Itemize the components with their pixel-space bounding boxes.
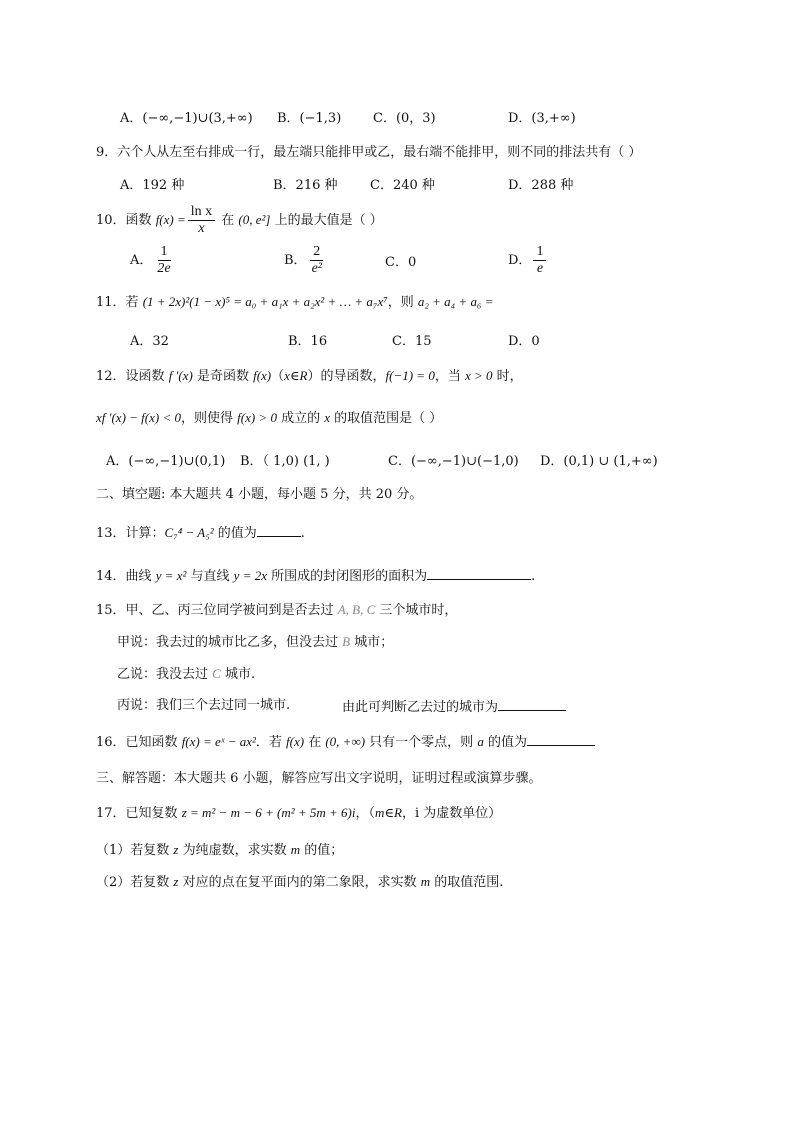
q15-line4 xyxy=(117,696,290,716)
q15-yi-suffix: 城市. xyxy=(220,667,256,682)
q10-function: f(x) = xyxy=(155,212,186,227)
q12-variable: x xyxy=(324,410,330,425)
q14-curve: y = x² xyxy=(155,568,187,583)
q9-option-d: D．288 种 xyxy=(508,178,574,193)
q13-prefix: 13．计算： xyxy=(96,526,165,541)
q12-prefix: 12．设函数 xyxy=(96,369,169,384)
q12-inequality: xf ′(x) − f(x) < 0 xyxy=(96,410,181,425)
q12-positive: f(x) > 0 xyxy=(237,410,277,425)
q8-option-c: C．(0，3) xyxy=(373,111,436,126)
q14-mid: 与直线 xyxy=(186,569,234,584)
q15-yi-city: C xyxy=(212,666,221,681)
q13: 13．计算：C₇⁴ − A₅² 的值为 . xyxy=(96,522,305,544)
q15-line3 xyxy=(117,664,255,685)
q12-function: f(x) xyxy=(253,368,272,383)
q12-condition: f(−1) = 0 xyxy=(385,368,435,383)
q8-option-d: D．(3,+∞) xyxy=(508,111,576,126)
q11-stem xyxy=(96,292,494,313)
q12-text-3: ）的导函数， xyxy=(307,369,386,384)
q12-text-4: ，当 xyxy=(434,369,465,384)
q10-option-c: C．0 xyxy=(385,255,417,270)
q10-d-num: 1 xyxy=(533,244,546,261)
q16-answer-blank[interactable] xyxy=(527,731,595,746)
q12-text-8: 的取值范围是（ ） xyxy=(330,411,443,426)
q10-suffix: 上的最大值是（ ） xyxy=(270,213,383,228)
q9-option-c: C．240 种 xyxy=(370,178,435,193)
q10-option-b-frac xyxy=(309,244,325,277)
q10-option-a xyxy=(130,243,176,279)
q17-p1-m: m xyxy=(290,842,301,857)
q12-option-a: A．(−∞,−1)∪(0,1) xyxy=(106,454,226,469)
q12-option-c: C．(−∞,−1)∪(−1,0) xyxy=(388,454,519,469)
q12-text-7: 成立的 xyxy=(276,411,325,426)
q15-jia-suffix: 城市； xyxy=(350,635,394,650)
q10-option-a-label: A． xyxy=(130,253,153,268)
q12-text-5: 时， xyxy=(492,369,523,384)
q14: 14．曲线 y = x² 与直线 y = 2x 所围成的封闭图形的面积为 . xyxy=(96,565,535,587)
q11-prefix: 11．若 xyxy=(96,295,143,310)
q10-option-d-label: D． xyxy=(508,253,532,268)
q16-interval: (0, +∞) xyxy=(325,734,366,749)
q12-option-b: B．（ 1,0) (1, ) xyxy=(240,454,330,469)
q8-option-b: B．(−1,3) xyxy=(277,111,342,126)
q10-b-den: e² xyxy=(311,261,322,276)
q10-option-b xyxy=(284,243,327,279)
q17-prefix: 17．已知复数 xyxy=(96,806,182,821)
q15-prefix: 15．甲、乙、丙三位同学被问到是否去过 xyxy=(96,603,338,618)
q12-condition-2: x > 0 xyxy=(464,368,493,383)
q10-stem xyxy=(96,202,383,239)
q12-text-2: （ xyxy=(271,369,285,384)
q8-option-a: A．(−∞,−1)∪(3,+∞) xyxy=(120,111,253,126)
q13-expression: C₇⁴ − A₅² xyxy=(164,525,214,540)
q10-prefix: 10．函数 xyxy=(96,213,156,228)
q17-condition: m∈R xyxy=(375,805,402,820)
q16-prefix: 16．已知函数 xyxy=(96,735,182,750)
q14-suffix: 所围成的封闭图形的面积为 xyxy=(266,569,428,584)
q15-line2 xyxy=(117,632,393,653)
q17-p2-z: z xyxy=(173,874,179,889)
q10-fraction xyxy=(188,204,215,237)
q17-p2-prefix: （2）若复数 xyxy=(96,875,174,890)
q17-p2-m: m xyxy=(420,874,431,889)
q12-option-d: D．(0,1) ∪ (1,+∞) xyxy=(540,454,658,469)
q10-option-d xyxy=(508,243,548,279)
q17-complex: z = m² − m − 6 + (m² + 5m + 6)i xyxy=(181,805,356,820)
q10-frac-den: x xyxy=(198,221,205,236)
q17-mid: ，（ xyxy=(355,806,376,821)
q15-ask: 由此可判断乙去过的城市为 xyxy=(342,700,499,715)
q11-mid: ，则 xyxy=(387,295,418,310)
q16 xyxy=(96,731,595,753)
q12-text-6: ，则使得 xyxy=(181,411,238,426)
q15-line1 xyxy=(96,600,457,621)
q17-p1-mid: 为纯虚数，求实数 xyxy=(178,843,291,858)
q13-suffix: 的值为 xyxy=(213,526,257,541)
q16-mid2: 在 xyxy=(304,735,326,750)
q9-stem: 9．六个人从左至右排成一行，最左端只能排甲或乙，最右端不能排甲，则不同的排法共有（ ） xyxy=(96,145,642,160)
q12-line2 xyxy=(96,408,442,429)
q16-suffix: 的值为 xyxy=(483,735,527,750)
q15-cities: A, B, C xyxy=(337,602,376,617)
q15-jia-prefix: 甲说：我去过的城市比乙多，但没去过 xyxy=(117,635,343,650)
section-3-heading: 三、解答题：本大题共 6 小题，解答应写出文字说明，证明过程或演算步骤。 xyxy=(96,771,542,786)
q12-text-1: 是奇函数 xyxy=(192,369,254,384)
section-2-heading: 二、填空题: 本大题共 4 小题，每小题 5 分，共 20 分。 xyxy=(96,487,423,502)
q14-answer-blank[interactable] xyxy=(427,565,531,580)
q10-mid: 在 xyxy=(217,213,239,228)
q17-p1-suffix: 的值； xyxy=(300,843,344,858)
q17-suffix: ，i 为虚数单位） xyxy=(401,806,502,821)
q16-function: f(x) = eˣ − ax² xyxy=(181,734,256,749)
q14-prefix: 14．曲线 xyxy=(96,569,156,584)
q15-suffix: 三个城市时， xyxy=(375,603,458,618)
q12-domain: x∈R xyxy=(284,368,308,383)
q11-option-d: D．0 xyxy=(508,334,540,349)
q16-mid: ．若 xyxy=(255,735,287,750)
q17-stem xyxy=(96,803,501,824)
q16-f: f(x) xyxy=(286,734,305,749)
q17-p2-suffix: 的取值范围. xyxy=(430,875,504,890)
q11-option-b: B．16 xyxy=(288,334,328,349)
q15-answer-blank[interactable] xyxy=(498,696,566,711)
q17-part2 xyxy=(96,872,503,893)
q10-interval: (0, e²] xyxy=(238,212,271,227)
q9-option-b: B．216 种 xyxy=(273,178,338,193)
q10-option-a-frac xyxy=(154,244,173,277)
q11-option-c: C．15 xyxy=(392,334,432,349)
q10-option-d-frac xyxy=(533,244,546,277)
q17-p1-z: z xyxy=(173,842,179,857)
q12-derivative: f ′(x) xyxy=(168,368,193,383)
q11-option-a: A．32 xyxy=(130,334,169,349)
q10-d-den: e xyxy=(536,261,544,276)
q12-line1 xyxy=(96,366,523,387)
q10-a-den: 2e xyxy=(157,261,171,276)
q11-expression: (1 + 2x)²(1 − x)⁵ = a₀ + a₁x + a₂x² + … + a₇x⁷ xyxy=(142,294,388,309)
q17-p1-prefix: （1）若复数 xyxy=(96,843,174,858)
q16-a: a xyxy=(477,734,484,749)
q14-line: y = 2x xyxy=(233,568,267,583)
q11-ask: a₂ + a₄ + a₆ = xyxy=(417,294,494,309)
q15-question xyxy=(342,696,566,718)
q15-jia-city: B xyxy=(342,634,351,649)
q17-part1 xyxy=(96,840,343,861)
q10-a-num: 1 xyxy=(158,244,171,261)
q15-bing-statement: 丙说：我们三个去过同一城市. xyxy=(117,698,291,713)
q10-option-b-label: B． xyxy=(284,253,307,268)
q17-p2-mid: 对应的点在复平面内的第二象限，求实数 xyxy=(178,875,421,890)
q9-option-a: A．192 种 xyxy=(120,178,185,193)
q15-yi-prefix: 乙说：我没去过 xyxy=(117,667,213,682)
q16-mid3: 只有一个零点，则 xyxy=(365,735,478,750)
q13-answer-blank[interactable] xyxy=(257,522,301,537)
q10-frac-num: ln x xyxy=(188,204,215,221)
q10-b-num: 2 xyxy=(310,244,323,261)
